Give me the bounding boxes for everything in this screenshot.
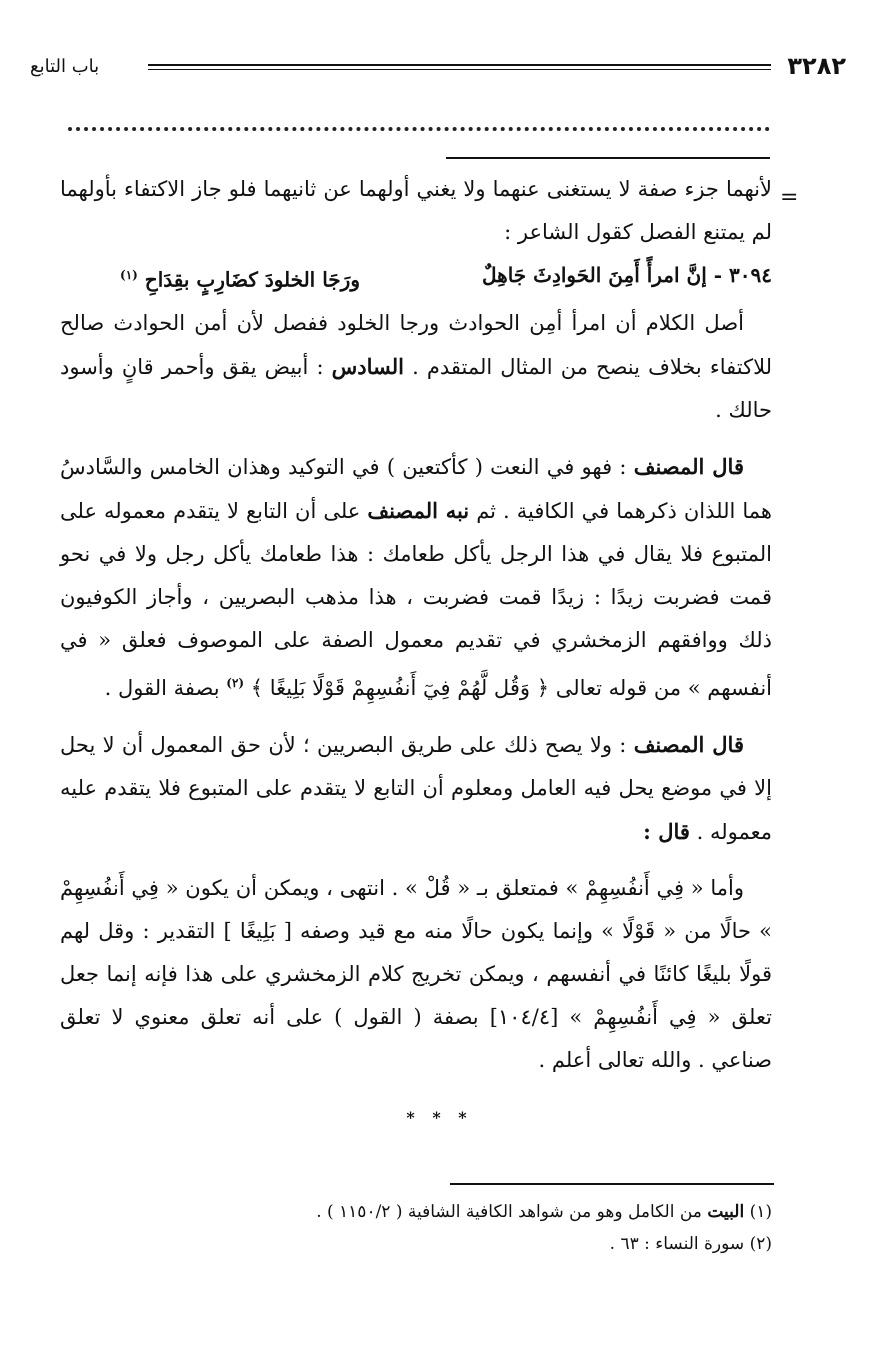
- footnote-2: [60, 1228, 772, 1260]
- top-short-rule: [446, 157, 770, 159]
- footnote-1: [60, 1196, 772, 1228]
- paragraph-3-part-a: : فهو في النعت ( كأكتعين ) في التوكيد وهذان الخامس والسَّادسُ هما اللذان ذكرهما في الكافية . ثم: [60, 454, 772, 523]
- paragraph-5: وأما « فِي أَنفُسِهِمْ » فمتعلق بـ « قُلْ » . انتهى ، ويمكن أن يكون « فِي أَنفُسِهِمْ » حالًا من « قَوْلًا » وإنما يكون حالًا منه مع قيد وصفه [ بَلِيغًا ] التقدير : وقل لهم قولًا بليغًا كائنًا في أنفسهم ، ويمكن تخريج كلام الزمخشري على هذا فإنه إنما جعل تعلق « فِي أَنفُسِهِمْ » [١٠٤/٤] بصفة ( القول ) على أنه تعلق معنوي لا تعلق صناعي . والله تعالى أعلم .: [60, 875, 772, 1072]
- paragraph-3-part-b: على أن التابع لا يتقدم معموله على المتبوع فلا يقال في هذا الرجل يأكل طعامك : هذا طعامك يأكل رجل ولا في نحو قمت فضربت زيدًا : زيدًا قمت فضربت ، هذا مذهب البصريين ، وأجاز الكوفيون ذلك ووافقهم الزمخشري في تقديم معمول الصفة على الموصوف فعلق « في أنفسهم » من قوله تعالى: [60, 498, 772, 700]
- running-title: باب التابع: [30, 56, 100, 77]
- term-sixth: السادس: [331, 353, 404, 379]
- author-noted-label: نبه المصنف: [367, 497, 470, 523]
- verse-second-hemistich: [120, 254, 360, 302]
- paragraph-2-rest: : أبيض يقق وأحمر قانٍ وأسود حالك .: [60, 354, 772, 422]
- footnote-2-number: (٢): [749, 1234, 772, 1254]
- paragraph-4: [60, 723, 772, 854]
- poetry-verse: [60, 254, 772, 302]
- footnote-1-bold: البيت: [707, 1202, 745, 1222]
- he-said-label: قال :: [643, 818, 690, 844]
- paragraph-4-text: : ولا يصح ذلك على طريق البصريين ؛ لأن حق المعمول أن لا يحل إلا في موضع يحل فيه العامل ومعلوم أن التابع لا يتقدم على المتبوع فلا يتقدم عليه معموله .: [60, 732, 772, 844]
- page-number: ٣٢٨٢: [787, 52, 846, 80]
- paragraph-1: لأنهما جزء صفة لا يستغنى عنهما ولا يغني أولهما عن ثانيهما فلو جاز الاكتفاء بأولهما لم يمتنع الفصل كقول الشاعر :: [60, 177, 772, 244]
- paragraph-3: [60, 445, 772, 710]
- main-text: [60, 168, 772, 1095]
- verse-second-text: ورَجَا الخلودَ كضَارِبٍ بقِدَاحِ: [144, 267, 360, 292]
- footnote-1-number: (١): [749, 1202, 772, 1222]
- page-header: [30, 52, 846, 88]
- section-separator: * * *: [406, 1108, 473, 1127]
- footnote-1-text: من الكامل وهو من شواهد الكافية الشافية ( ١١٥٠/٢ ) .: [316, 1202, 702, 1222]
- verse-first-text: إنَّ امرأً أَمِنَ الحَوادِثَ جَاهِلٌ: [482, 263, 707, 287]
- footnote-2-text: سورة النساء : ٦٣ .: [609, 1234, 745, 1254]
- author-said-label-2: قال المصنف: [633, 731, 744, 757]
- paragraph-2: [60, 302, 772, 432]
- paragraph-2-text: أصل الكلام أن امرأ أمِن الحوادث ورجا الخلود ففصل لأن أمن الحوادث صالح للاكتفاء بخلاف ينصح من المثال المتقدم .: [60, 310, 773, 379]
- footnotes: [60, 1196, 772, 1260]
- footnote-rule: [450, 1183, 774, 1185]
- footnote-ref-2[interactable]: (٢): [226, 675, 245, 690]
- header-rule: [148, 64, 771, 70]
- continuation-mark: =: [780, 185, 799, 210]
- footnote-ref-1[interactable]: (١): [120, 268, 138, 282]
- paragraph-3-part-c: بصفة القول .: [104, 675, 220, 700]
- verse-first-hemistich: [482, 254, 772, 302]
- verse-number: ٣٠٩٤ -: [713, 263, 772, 287]
- author-said-label: قال المصنف: [633, 453, 744, 479]
- dotted-separator: [68, 127, 770, 131]
- quran-quote: ﴿ وَقُل لَّهُمْ فِيٓ أَنفُسِهِمْ قَوْلًا بَلِيغًا ﴾: [250, 675, 550, 700]
